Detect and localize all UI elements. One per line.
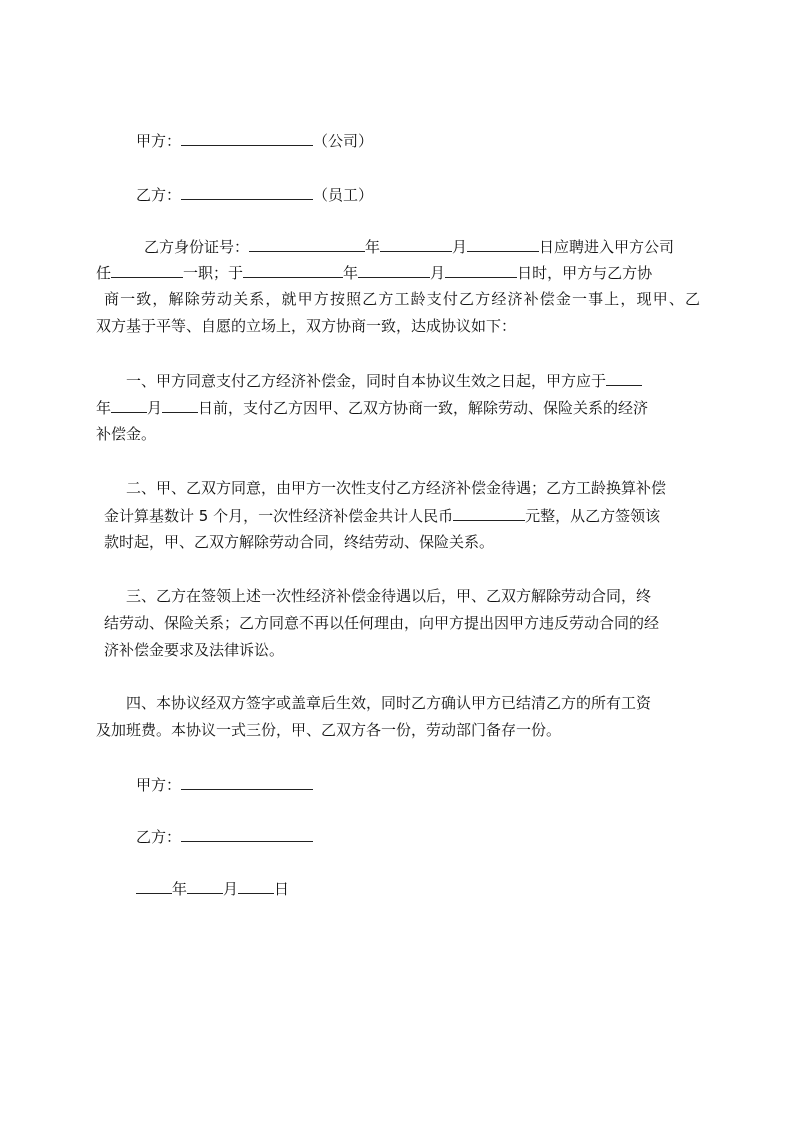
day-text: 日 xyxy=(274,880,290,898)
payment-day-field[interactable] xyxy=(162,397,198,413)
sign-day-field[interactable] xyxy=(238,878,274,894)
clause1-text: 一、甲方同意支付乙方经济补偿金，同时自本协议生效之日起，甲方应于 xyxy=(126,372,607,390)
clause1-tail-text: 日前，支付乙方因甲、乙双方协商一致，解除劳动、保险关系的经济 xyxy=(198,399,649,417)
month-text: 月 xyxy=(430,264,446,282)
leave-month-field[interactable] xyxy=(445,262,517,278)
party-b-name-field[interactable] xyxy=(181,184,313,200)
join-month-field[interactable] xyxy=(467,236,539,252)
clause2-line-1: 二、甲、乙双方同意，由甲方一次性支付乙方经济补偿金待遇；乙方工龄换算补偿 xyxy=(126,479,667,497)
clause2-tail-text: 元整，从乙方签领该 xyxy=(525,507,661,525)
clause3-line-1: 三、乙方在签领上述一次性经济补偿金待遇以后，甲、乙双方解除劳动合同，终 xyxy=(126,587,652,605)
year-text: 年 xyxy=(172,880,188,898)
party-b-label: 乙方： xyxy=(136,186,182,204)
clause2-head-text: 金计算基数计 5 个月，一次性经济补偿金共计人民币 xyxy=(104,507,454,525)
month-text: 月 xyxy=(452,238,468,256)
id-number-field[interactable] xyxy=(249,236,365,252)
month-text: 月 xyxy=(223,880,239,898)
clause1-line-3: 补偿金。 xyxy=(96,425,157,443)
clause1-line-2 xyxy=(96,397,648,418)
clause2-line-2 xyxy=(104,505,660,526)
payment-month-field[interactable] xyxy=(111,397,147,413)
intro-line-2 xyxy=(96,262,652,283)
year-text: 年 xyxy=(365,238,381,256)
sign-party-b-label: 乙方： xyxy=(136,828,182,846)
signature-party-a xyxy=(136,774,313,795)
ren-text: 任 xyxy=(96,264,112,282)
party-a-line xyxy=(136,130,373,151)
position-field[interactable] xyxy=(111,262,183,278)
compensation-amount-field[interactable] xyxy=(453,505,525,521)
intro-line-3: 商一致，解除劳动关系，就甲方按照乙方工龄支付乙方经济补偿金一事上，现甲、乙 xyxy=(104,290,700,308)
leave-date-field[interactable] xyxy=(243,262,343,278)
intro-line-1 xyxy=(144,236,674,257)
id-label: 乙方身份证号： xyxy=(144,238,250,256)
sign-year-field[interactable] xyxy=(136,878,172,894)
party-b-signature-field[interactable] xyxy=(181,826,313,842)
year-text: 年 xyxy=(96,399,112,417)
party-a-suffix: （公司） xyxy=(313,132,374,150)
sign-month-field[interactable] xyxy=(187,878,223,894)
party-b-line xyxy=(136,184,373,205)
clause3-line-2: 结劳动、保险关系；乙方同意不再以任何理由，向甲方提出因甲方违反劳动合同的经 xyxy=(104,614,660,632)
clause3-line-3: 济补偿金要求及法律诉讼。 xyxy=(104,641,285,659)
join-year-field[interactable] xyxy=(380,236,452,252)
signature-date xyxy=(136,878,289,899)
party-a-label: 甲方： xyxy=(136,132,182,150)
party-a-signature-field[interactable] xyxy=(181,774,313,790)
party-b-suffix: （员工） xyxy=(313,186,374,204)
clause4-line-2: 及加班费。本协议一式三份，甲、乙双方各一份，劳动部门备存一份。 xyxy=(96,721,562,739)
party-a-name-field[interactable] xyxy=(181,130,313,146)
join-day-text: 日应聘进入甲方公司 xyxy=(539,238,675,256)
position-text: 一职；于 xyxy=(183,264,244,282)
payment-year-field[interactable] xyxy=(606,370,642,386)
leave-year-field[interactable] xyxy=(358,262,430,278)
clause2-line-3: 款时起，甲、乙双方解除劳动合同，终结劳动、保险关系。 xyxy=(104,533,495,551)
sign-party-a-label: 甲方： xyxy=(136,776,182,794)
day-time-text: 日时，甲方与乙方协 xyxy=(517,264,653,282)
month-text: 月 xyxy=(147,399,163,417)
intro-line-4: 双方基于平等、自愿的立场上，双方协商一致，达成协议如下： xyxy=(96,317,517,335)
year-text: 年 xyxy=(343,264,359,282)
clause4-line-1: 四、本协议经双方签字或盖章后生效，同时乙方确认甲方已结清乙方的所有工资 xyxy=(126,694,652,712)
clause1-line-1 xyxy=(126,370,642,391)
signature-party-b xyxy=(136,826,313,847)
